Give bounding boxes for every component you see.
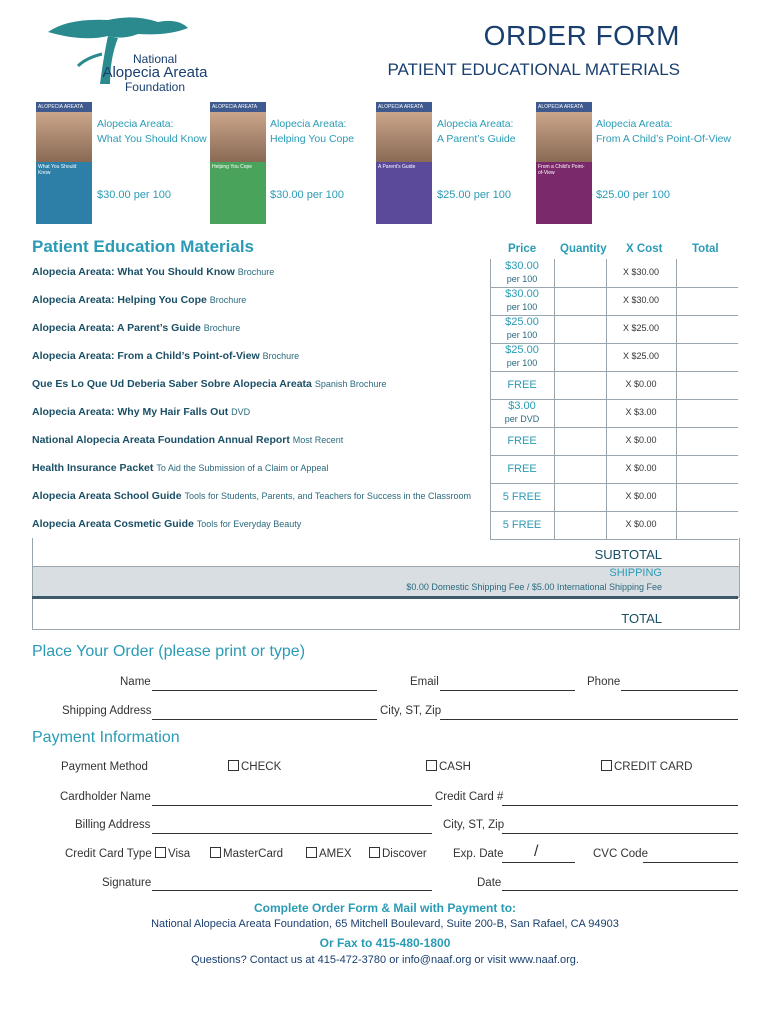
item-xcost: X $0.00 [625,491,657,501]
price-cell [490,288,554,314]
total-field[interactable] [677,343,737,371]
email-label: Email [410,676,439,688]
table-row [32,406,250,418]
item-name: Alopecia Areata: Why My Hair Falls Out [32,406,229,418]
item-price-unit: per 100 [506,302,538,312]
card-number-label: Credit Card # [435,791,504,803]
item-subtitle: Tools for Students, Parents, and Teachers for Success in the Classroom [184,491,471,501]
table-row [32,350,299,362]
logo-line1: National [132,52,178,66]
table-row [32,266,274,278]
checkbox-icon[interactable] [601,760,612,771]
item-xcost: X $30.00 [622,267,660,277]
payment-method-label: Payment Method [61,761,148,773]
cover-photo [210,112,266,162]
phone-label: Phone [587,676,621,688]
email-field[interactable] [440,690,575,691]
total-field[interactable] [677,399,737,427]
billing-city-label: City, ST, Zip [443,819,505,831]
table-row [32,322,240,334]
brochure-title-line2: A Parent’s Guide [437,133,516,145]
exp-date-label: Exp. Date [453,848,504,860]
brochure-title-line1: Alopecia Areata: [437,118,514,130]
page-title: ORDER FORM [483,20,680,51]
brochure-title [97,117,207,147]
item-subtitle: To Aid the Submission of a Claim or Appeal [156,463,329,473]
quantity-field[interactable] [555,427,605,455]
quantity-field[interactable] [555,371,605,399]
amex-option[interactable] [306,847,352,860]
total-field[interactable] [677,287,737,315]
card-number-field[interactable] [502,805,738,806]
item-price: $3.00 [508,400,536,412]
brochure-title [437,117,516,147]
price-cell [490,316,554,342]
cover-band: ALOPECIA AREATA [536,102,592,112]
item-price-unit: per DVD [504,414,540,424]
item-subtitle: Brochure [203,323,241,333]
check-option[interactable] [228,760,281,773]
item-subtitle: Most Recent [292,435,344,445]
section-title-payment: Payment Information [32,729,180,746]
brochure-title-line1: Alopecia Areata: [97,118,174,130]
cvc-label: CVC Code [593,848,648,860]
item-subtitle: DVD [231,407,251,417]
cover-photo [36,112,92,162]
item-xcost: X $0.00 [625,463,657,473]
cardholder-field[interactable] [152,805,432,806]
quantity-field[interactable] [555,287,605,315]
quantity-field[interactable] [555,399,605,427]
city-st-zip-label: City, ST, Zip [380,705,442,717]
cover-band: ALOPECIA AREATA [376,102,432,112]
cash-label: CASH [439,761,471,773]
logo-line2: Alopecia Areata [102,64,208,81]
cover-caption: A Parent's Guide [378,164,416,170]
footer-contact: Questions? Contact us at 415-472-3780 or info@naaf.org or visit www.naaf.org. [191,954,579,966]
item-subtitle: Brochure [237,267,275,277]
item-name: Alopecia Areata School Guide [32,490,182,502]
phone-field[interactable] [621,690,738,691]
total-field[interactable] [677,427,737,455]
item-subtitle: Tools for Everyday Beauty [196,519,302,529]
billing-city-field[interactable] [502,833,738,834]
item-price-unit: per 100 [506,330,538,340]
billing-address-field[interactable] [152,833,432,834]
discover-option[interactable] [369,847,427,860]
mastercard-option[interactable] [210,847,283,860]
col-quantity: Quantity [560,243,607,255]
item-name: Alopecia Areata: Helping You Cope [32,294,207,306]
item-price: $30.00 [505,260,539,272]
subtotal-label: SUBTOTAL [594,547,662,562]
item-subtitle: Brochure [209,295,247,305]
item-subtitle: Brochure [262,351,300,361]
brochure-cover-image [210,102,266,224]
checkbox-icon[interactable] [426,760,437,771]
quantity-field[interactable] [555,483,605,511]
card-type-label: Credit Card Type [65,848,152,860]
cash-option[interactable] [426,760,471,773]
item-name: Alopecia Areata: What You Should Know [32,266,235,278]
signature-field[interactable] [152,890,432,891]
item-name: Alopecia Areata Cosmetic Guide [32,518,194,530]
page-subtitle: PATIENT EDUCATIONAL MATERIALS [387,60,680,79]
cvc-field[interactable] [643,862,738,863]
item-price: FREE [507,463,537,475]
brochure-cover-image [376,102,432,224]
signature-label: Signature [102,877,152,889]
exp-date-separator: / [534,843,539,860]
total-field[interactable] [677,511,737,539]
price-cell [490,519,554,532]
brochure-title [596,117,731,147]
price-cell [490,491,554,504]
cardholder-label: Cardholder Name [60,791,151,803]
item-xcost: X $25.00 [622,351,660,361]
cover-caption: Helping You Cope [212,164,253,170]
item-price-unit: per 100 [506,274,538,284]
check-label: CHECK [241,761,282,773]
item-xcost: X $30.00 [622,295,660,305]
brochure-price: $25.00 per 100 [437,189,512,201]
quantity-field[interactable] [555,455,605,483]
date-field[interactable] [502,890,738,891]
brochure-title-line1: Alopecia Areata: [596,118,673,130]
item-price: 5 FREE [502,519,542,531]
cover-photo [536,112,592,162]
brochure-price: $30.00 per 100 [97,189,172,201]
item-price: $30.00 [505,288,539,300]
total-field[interactable] [677,455,737,483]
col-xcost: X Cost [626,243,663,255]
item-name: Health Insurance Packet [32,462,154,474]
name-field[interactable] [152,690,377,691]
item-subtitle: Spanish Brochure [314,379,387,389]
cover-photo [376,112,432,162]
shipping-address-field[interactable] [152,719,377,720]
item-price: FREE [507,435,537,447]
footer-address: National Alopecia Areata Foundation, 65 Mitchell Boulevard, Suite 200-B, San Rafael, CA 94903 [151,918,619,930]
total-label: TOTAL [621,611,662,626]
item-xcost: X $0.00 [625,519,657,529]
section-title-materials: Patient Education Materials [32,237,254,256]
mastercard-label: MasterCard [223,848,284,860]
total-field[interactable] [677,259,737,287]
quantity-field[interactable] [555,343,605,371]
city-st-zip-field[interactable] [440,719,738,720]
brochure-title [270,117,354,147]
item-xcost: X $25.00 [622,323,660,333]
price-cell [490,260,554,286]
amex-label: AMEX [319,848,352,860]
total-field[interactable] [677,315,737,343]
item-name: Alopecia Areata: From a Child’s Point-of-View [32,350,260,362]
brochure-title-line1: Alopecia Areata: [270,118,347,130]
brochure-price: $25.00 per 100 [596,189,671,201]
quantity-field[interactable] [555,259,605,287]
item-price: 5 FREE [502,491,542,503]
cover-band: ALOPECIA AREATA [210,102,266,112]
cover-caption: What You Should Know [38,164,77,176]
quantity-field[interactable] [555,511,605,539]
shipping-address-label: Shipping Address [62,705,152,717]
brochure-cover-image [36,102,92,224]
discover-label: Discover [382,848,427,860]
price-cell [490,400,554,426]
col-price: Price [508,243,537,255]
item-xcost: X $0.00 [625,379,657,389]
quantity-field[interactable] [555,315,605,343]
total-field[interactable] [677,371,737,399]
total-field[interactable] [677,483,737,511]
shipping-label: SHIPPING [609,567,662,579]
col-total: Total [692,243,719,255]
section-title-order: Place Your Order (please print or type) [32,643,306,660]
logo-line3: Foundation [124,80,186,94]
brochure-title-line2: What You Should Know [97,133,207,145]
table-row [32,518,301,530]
billing-address-label: Billing Address [75,819,151,831]
shipping-note: $0.00 Domestic Shipping Fee / $5.00 International Shipping Fee [406,582,662,592]
credit-card-label: CREDIT CARD [614,761,693,773]
exp-date-field[interactable] [502,862,575,863]
logo-text [80,52,230,94]
brochure-cover-image [536,102,592,224]
brochure-price: $30.00 per 100 [270,189,345,201]
price-cell [490,463,554,476]
brochure-title-line2: Helping You Cope [270,133,355,145]
table-row [32,490,471,502]
item-xcost: X $3.00 [625,407,657,417]
item-price: $25.00 [505,344,539,356]
item-name: National Alopecia Areata Foundation Annual Report [32,434,290,446]
item-price: $25.00 [505,316,539,328]
item-price-unit: per 100 [506,358,538,368]
price-cell [490,344,554,370]
price-cell [490,379,554,392]
cover-caption: From a Child's Point-of-View [538,164,585,176]
checkbox-icon[interactable] [306,847,317,858]
table-row [32,462,328,474]
cover-band: ALOPECIA AREATA [36,102,92,112]
checkbox-icon[interactable] [155,847,166,858]
checkbox-icon[interactable] [210,847,221,858]
item-name: Alopecia Areata: A Parent’s Guide [32,322,201,334]
date-label: Date [477,877,502,889]
footer-fax: Or Fax to 415-480-1800 [319,936,451,950]
checkbox-icon[interactable] [369,847,380,858]
item-xcost: X $0.00 [625,435,657,445]
name-label: Name [120,676,151,688]
table-row [32,378,386,390]
visa-option[interactable] [155,847,190,860]
brochure-title-line2: From A Child’s Point-Of-View [596,133,731,145]
table-row [32,434,343,446]
price-cell [490,435,554,448]
item-price: FREE [507,379,537,391]
credit-card-option[interactable] [601,760,692,773]
table-row [32,294,246,306]
footer-mail-heading: Complete Order Form & Mail with Payment to: [253,901,517,915]
visa-label: Visa [168,848,191,860]
item-name: Que Es Lo Que Ud Deberia Saber Sobre Alopecia Areata [32,378,312,390]
checkbox-icon[interactable] [228,760,239,771]
